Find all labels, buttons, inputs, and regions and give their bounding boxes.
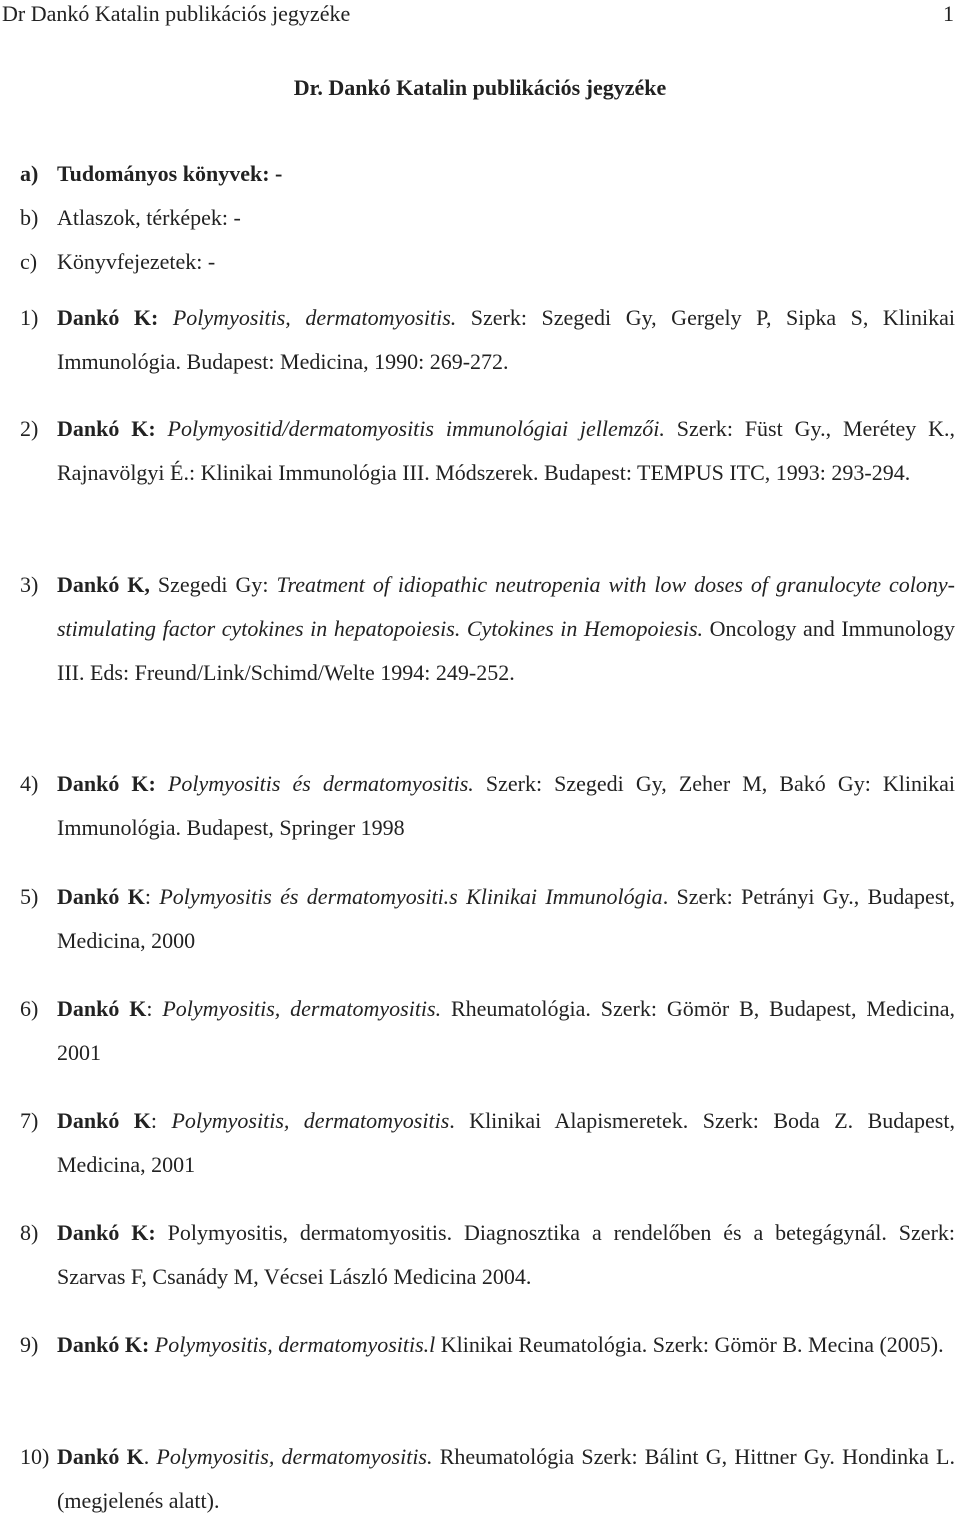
category-label: c) xyxy=(20,249,38,274)
category-item xyxy=(20,204,241,232)
entry-body xyxy=(57,1099,955,1187)
entry-title: Polymyositis, dermatomyositis. xyxy=(156,1444,433,1469)
entry-number: 10) xyxy=(20,1444,50,1469)
entry-number: 6) xyxy=(20,996,39,1021)
category-label: b) xyxy=(20,205,39,230)
document-title: Dr. Dankó Katalin publikációs jegyzéke xyxy=(293,75,667,100)
entry-author: Dankó K: xyxy=(57,771,156,796)
entry-number: 3) xyxy=(20,572,39,597)
entry-body xyxy=(57,296,955,384)
publication-entry xyxy=(20,1323,955,1367)
publication-entry xyxy=(20,875,955,963)
entry-body xyxy=(57,987,955,1075)
entry-details: Oncology and Immunology III. Eds: Freund/Link/Schimd/Welte 1994: 249-252. xyxy=(57,616,955,685)
entry-number: 1) xyxy=(20,305,39,330)
entry-separator: : xyxy=(144,884,160,909)
entry-title: Polymyositid/dermatomyositis immunológiai jellemzői. xyxy=(167,416,665,441)
entry-details: Szerk: Szegedi Gy, Gergely P, Sipka S, Klinikai Immunológia. Budapest: Medicina, 1990: 269-272. xyxy=(57,305,956,374)
entry-details: Klinikai Reumatológia. Szerk: Gömör B. Mecina (2005). xyxy=(435,1332,944,1357)
entry-author: Dankó K: xyxy=(57,305,159,330)
category-item xyxy=(20,160,283,188)
entry-separator: : xyxy=(150,1108,172,1133)
entry-author: Dankó K xyxy=(57,884,145,909)
publication-entry xyxy=(20,563,955,695)
publication-entry xyxy=(20,762,955,850)
category-text: Tudományos könyvek: - xyxy=(57,161,283,186)
entry-number: 2) xyxy=(20,416,39,441)
entry-number: 4) xyxy=(20,771,39,796)
publication-entry xyxy=(20,1211,955,1299)
entry-title: Polymyositis, dermatomyositis.l xyxy=(154,1332,436,1357)
entry-body xyxy=(57,563,955,695)
entry-body xyxy=(57,1211,955,1299)
publication-entry xyxy=(20,987,955,1075)
entry-author: Dankó K xyxy=(57,996,147,1021)
entry-coauthor: Szegedi Gy: xyxy=(149,572,277,597)
entry-details: Rheumatológia. Szerk: Gömör B, Budapest, Medicina, 2001 xyxy=(57,996,955,1065)
entry-details: Szerk: Füst Gy., Merétey K., Rajnavölgyi É.: Klinikai Immunológia III. Módszerek. Budapest: TEMPUS ITC, 1993: 293-294. xyxy=(57,416,955,485)
entry-body xyxy=(57,875,955,963)
entry-number: 9) xyxy=(20,1332,39,1357)
entry-body xyxy=(57,1435,955,1523)
entry-details: . Szerk: Petrányi Gy., Budapest, Medicina, 2000 xyxy=(57,884,955,953)
publication-entry xyxy=(20,1099,955,1187)
entry-number: 7) xyxy=(20,1108,39,1133)
entry-title: Polymyositis és dermatomyositis. xyxy=(167,771,474,796)
entry-title: Polymyositis, dermatomyositis. xyxy=(162,996,442,1021)
entry-body xyxy=(57,407,955,495)
entry-author: Dankó K xyxy=(57,1444,144,1469)
entry-body xyxy=(57,1323,955,1367)
entry-title: Polymyositis, dermatomyositis xyxy=(171,1108,450,1133)
entry-title: Polymyositis, dermatomyositis. xyxy=(172,305,457,330)
publication-entry xyxy=(20,1435,955,1523)
category-text: Könyvfejezetek: - xyxy=(57,249,216,274)
category-text: Atlaszok, térképek: - xyxy=(57,205,241,230)
entry-separator: . xyxy=(143,1444,157,1469)
publication-entry xyxy=(20,407,955,495)
entry-author: Dankó K: xyxy=(57,1220,156,1245)
running-title: Dr Dankó Katalin publikációs jegyzéke xyxy=(2,1,351,26)
entry-body xyxy=(57,762,955,850)
publication-entry xyxy=(20,296,955,384)
category-label: a) xyxy=(20,161,39,186)
entry-author: Dankó K: xyxy=(57,1332,150,1357)
entry-number: 8) xyxy=(20,1220,39,1245)
entry-author: Dankó K: xyxy=(57,416,156,441)
entry-details: . Klinikai Alapismeretek. Szerk: Boda Z. Budapest, Medicina, 2001 xyxy=(57,1108,955,1177)
entry-author: Dankó K, xyxy=(57,572,150,597)
entry-title: Treatment of idiopathic neutropenia with low doses of granulocyte colony-stimulating factor cytokines in hepatopoiesis. Cytokines in Hemopoiesis. xyxy=(57,572,955,641)
running-header xyxy=(2,0,954,28)
entry-title: Polymyositis és dermatomyositi.s Klinikai Immunológia xyxy=(159,884,663,909)
category-item xyxy=(20,248,216,276)
entry-details: Rheumatológia Szerk: Bálint G, Hittner Gy. Hondinka L. (megjelenés alatt). xyxy=(57,1444,955,1513)
entry-number: 5) xyxy=(20,884,39,909)
entry-author: Dankó K xyxy=(57,1108,151,1133)
entry-details: Szerk: Szegedi Gy, Zeher M, Bakó Gy: Klinikai Immunológia. Budapest, Springer 1998 xyxy=(57,771,956,840)
page-number: 1 xyxy=(943,1,954,26)
entry-separator: : xyxy=(146,996,163,1021)
entry-details: Polymyositis, dermatomyositis. Diagnosztika a rendelőben és a betegágynál. Szerk: Szarvas F, Csanády M, Vécsei László Medicina 2004. xyxy=(57,1220,956,1289)
